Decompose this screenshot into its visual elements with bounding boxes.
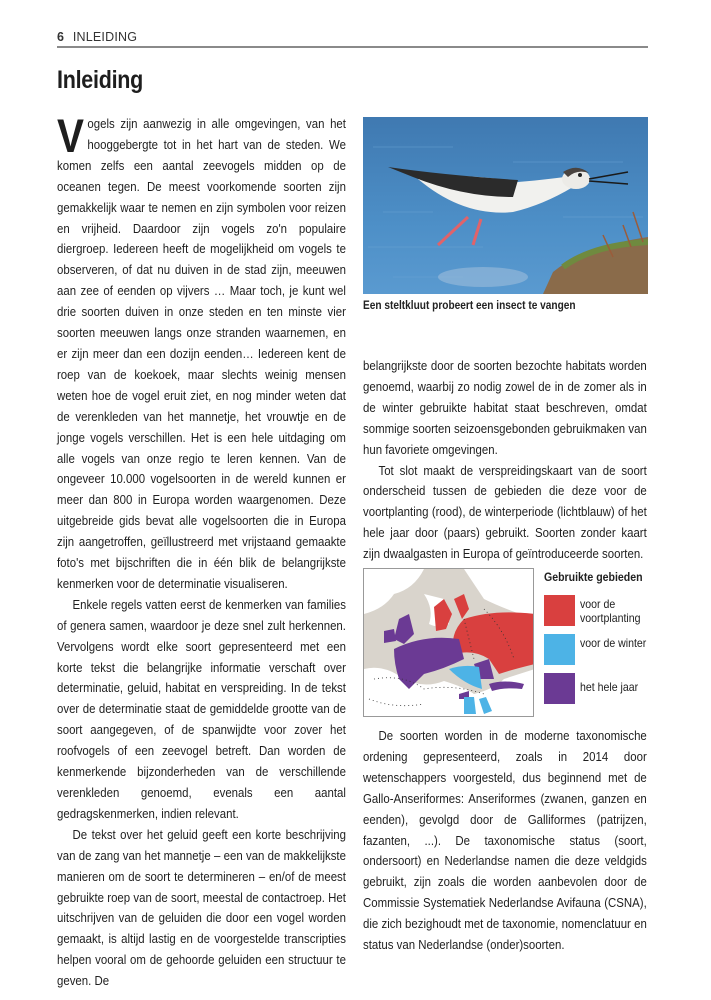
left-column xyxy=(57,109,346,992)
section-name: INLEIDING xyxy=(72,30,138,44)
drop-cap: V xyxy=(57,109,84,162)
legend-label-breeding: voor de voortplanting xyxy=(580,597,641,625)
page-number: 6 xyxy=(57,30,65,44)
legend-label-year-round: het hele jaar xyxy=(580,680,639,694)
distribution-map xyxy=(363,568,534,717)
bird-photo xyxy=(363,117,648,294)
photo-caption: Een steltkluut probeert een insect te vangen xyxy=(363,300,576,312)
legend-swatch-year-round xyxy=(544,673,575,704)
right-column-bottom xyxy=(363,726,647,956)
legend-swatch-breeding xyxy=(544,595,575,626)
paragraph-1: Vogels zijn aanwezig in alle omgevingen, van het hooggebergte tot in het hart van de steden. We komen zelfs een aantal zeevogels midden op de oceanen tegen. De meest voorkomende soorten zijn gemakkelijk waar te nemen en zijn symbolen voor reizen en vrijheid. Daardoor zijn vogels zo'n populaire diergroep. Iedereen heeft de mogelijkheid om vogels te observeren, of dat nu duiven in de stad zijn, meeuwen aan zee of eenden op vijvers … Maar toch, je kunt wel drie soorten duiven in onze steden en ten minste vier soorten meeuwen langs onze stranden waarnemen, en er zijn meer dan een dozijn eenden… Iedereen kent de roep van de koekoek, maar slechts weinig mensen weten hoe de vogel eruit ziet, en nog minder weten dat de verenkleden van het mannetje, het vrouwtje en de jonge vogels verschillen. Het is een hele uitdaging om alle vogels van onze regio te leren kennen. Van de ongeveer 10.000 vogelsoorten in de wereld kunnen er meer dan 800 in Europa worden waargenomen. Deze uitgebreide gids bevat alle vogelsoorten die in Europa zijn aangetroffen, geïllustreerd met vrijstaand gemaakte foto's met bijschriften die in één blik de belangrijkste kenmerken voor de determinatie visualiseren. xyxy=(57,109,346,591)
legend-label-winter: voor de winter xyxy=(580,636,647,650)
legend-title: Gebruikte gebieden xyxy=(544,570,643,584)
paragraph-6: De soorten worden in de moderne taxonomische ordening gepresenteerd, zoals in 2014 door wetenschappers voorgesteld, dus beginnend met de Gallo-Anseriformes: Anseriformes (zwanen, ganzen en eenden), gevolgd door de Galliformes (patrijzen, fazanten, ...). De taxonomische status (soort, ondersoort) en Nederlandse namen die deze veldgids gebruikt, zijn zoals die worden aanbevolen door de Commissie Systematiek Nederlandse Avifauna (CSNA), die zich bezighoudt met de taxonomie, nomenclatuur en status van Nederlandse (onder)soorten. xyxy=(363,728,647,953)
paragraph-2: Enkele regels vatten eerst de kenmerken van families of genera samen, waardoor je deze snel zult herkennen. Vervolgens wordt elke soort gepresenteerd met een korte tekst die belangrijke informatie verschaft over determinatie, geluid, habitat en verspreiding. In de tekst over de determinatie staat de gemiddelde grootte van de soort aangegeven, of de spanwijdte voor zover het roofvogels of een zeevogel betreft. Dan worden de kenmerkende bijzonderheden van de verschillende verenkleden genoemd, evenals een aantal gedragskenmerken, indien relevant. xyxy=(57,596,346,821)
paragraph-3: De tekst over het geluid geeft een korte beschrijving van de zang van het mannetje – een van de makkelijkste manieren om de soort te determineren – en/of de meest gebruikte roep van de soort, meestal de contactroep. Het uitschrijven van de geluiden die door een vogel worden gemaakt, is altijd lastig en de voorgestelde transcripties helpen vooral om de gehoorde geluiden een structuur te geven. De xyxy=(57,826,346,989)
right-column-top xyxy=(363,356,647,565)
page-title: Inleiding xyxy=(57,66,144,94)
header-rule xyxy=(57,46,648,48)
legend-swatch-winter xyxy=(544,634,575,665)
paragraph-4: belangrijkste door de soorten bezochte habitats worden genoemd, waarbij zo nodig zowel de in de zomer als in de winter gebruikte habitat staat beschreven, omdat sommige soorten seizoensgebonden gebruikmaken van hun favoriete omgevingen. xyxy=(363,358,647,457)
running-head xyxy=(57,30,137,44)
paragraph-5: Tot slot maakt de verspreidingskaart van de soort onderscheid tussen de gebieden die deze voor de voortplanting (rood), de winterperiode (lichtblauw) of het hele jaar door (paars) gebruikt. Soorten zonder kaart zijn dwaalgasten in Europa of geïntroduceerde soorten. xyxy=(363,462,647,562)
